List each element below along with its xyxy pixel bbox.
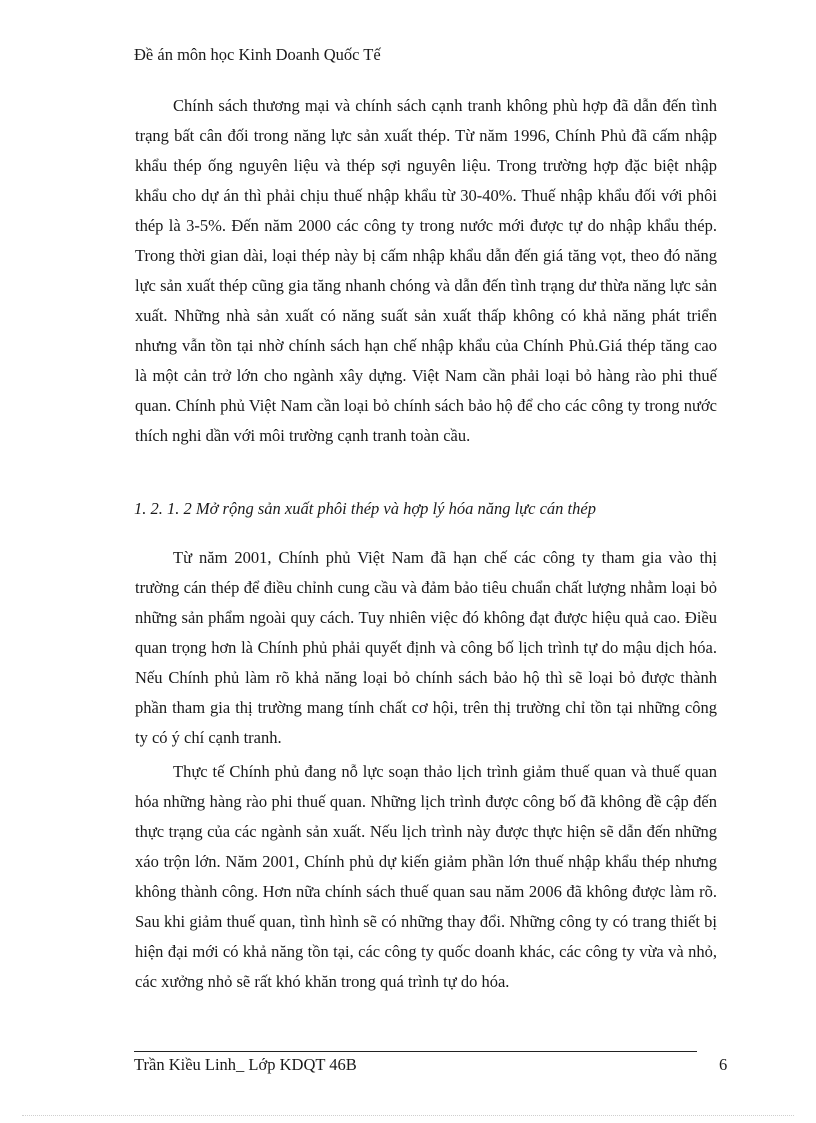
page-header-title: Đề án môn học Kinh Doanh Quốc Tế xyxy=(134,45,381,64)
section-heading: 1. 2. 1. 2 Mở rộng sản xuất phôi thép và hợp lý hóa năng lực cán thép xyxy=(134,499,596,518)
paragraph-rolling-market: Từ năm 2001, Chính phủ Việt Nam đã hạn chế các công ty tham gia vào thị trường cán thép để điều chỉnh cung cầu và đảm bảo tiêu chuẩn chất lượng nhằm loại bỏ những sản phẩm ngoài quy cách. Tuy nhiên việc đó không đạt được hiệu quả cao. Điều quan trọng hơn là Chính phủ phải quyết định và công bố lịch trình tự do mậu dịch hóa. Nếu Chính phủ làm rõ khả năng loại bỏ chính sách bảo hộ thì sẽ loại bỏ được thành phần tham gia thị trường mang tính chất cơ hội, trên thị trường chỉ tồn tại những công ty có ý chí cạnh tranh. xyxy=(135,548,717,747)
page-bottom-edge xyxy=(22,1115,794,1116)
paragraph-trade-policy: Chính sách thương mại và chính sách cạnh tranh không phù hợp đã dẫn đến tình trạng bất cân đối trong năng lực sản xuất thép. Từ năm 1996, Chính Phủ đã cấm nhập khẩu thép ống nguyên liệu và thép sợi nguyên liệu. Trong trường hợp đặc biệt nhập khẩu cho dự án thì phải chịu thuế nhập khẩu từ 30-40%. Thuế nhập khẩu đối với phôi thép là 3-5%. Đến năm 2000 các công ty trong nước mới được tự do nhập khẩu thép. Trong thời gian dài, loại thép này bị cấm nhập khẩu dẫn đến giá tăng vọt, theo đó năng lực sản xuất thép cũng gia tăng nhanh chóng và dẫn đến tình trạng dư thừa năng lực sản xuất. Những nhà sản xuất có năng suất sản xuất thấp không có khả năng phát triển nhưng vẫn tồn tại nhờ chính sách hạn chế nhập khẩu của Chính Phủ.Giá thép tăng cao là một cản trở lớn cho ngành xây dựng. Việt Nam cần phải loại bỏ hàng rào phi thuế quan. Chính phủ Việt Nam cần loại bỏ chính sách bảo hộ để cho các công ty trong nước thích nghi dần với môi trường cạnh tranh toàn cầu. xyxy=(135,96,717,445)
paragraph-tariff-schedule: Thực tế Chính phủ đang nỗ lực soạn thảo lịch trình giảm thuế quan và thuế quan hóa những hàng rào phi thuế quan. Những lịch trình được công bố đã không đề cập đến thực trạng của các ngành sản xuất. Nếu lịch trình này được thực hiện sẽ dẫn đến những xáo trộn lớn. Năm 2001, Chính phủ dự kiến giảm phần lớn thuế nhập khẩu thép nhưng không thành công. Hơn nữa chính sách thuế quan sau năm 2006 đã không được làm rõ. Sau khi giảm thuế quan, tình hình sẽ có những thay đổi. Những công ty có trang thiết bị hiện đại mới có khả năng tồn tại, các công ty quốc doanh khác, các công ty vừa và nhỏ, các xưởng nhỏ sẽ rất khó khăn trong quá trình tự do hóa. xyxy=(135,762,717,991)
footer-author: Trần Kiều Linh_ Lớp KDQT 46B xyxy=(134,1055,357,1074)
page-number: 6 xyxy=(719,1055,728,1074)
footer-divider xyxy=(134,1051,697,1052)
